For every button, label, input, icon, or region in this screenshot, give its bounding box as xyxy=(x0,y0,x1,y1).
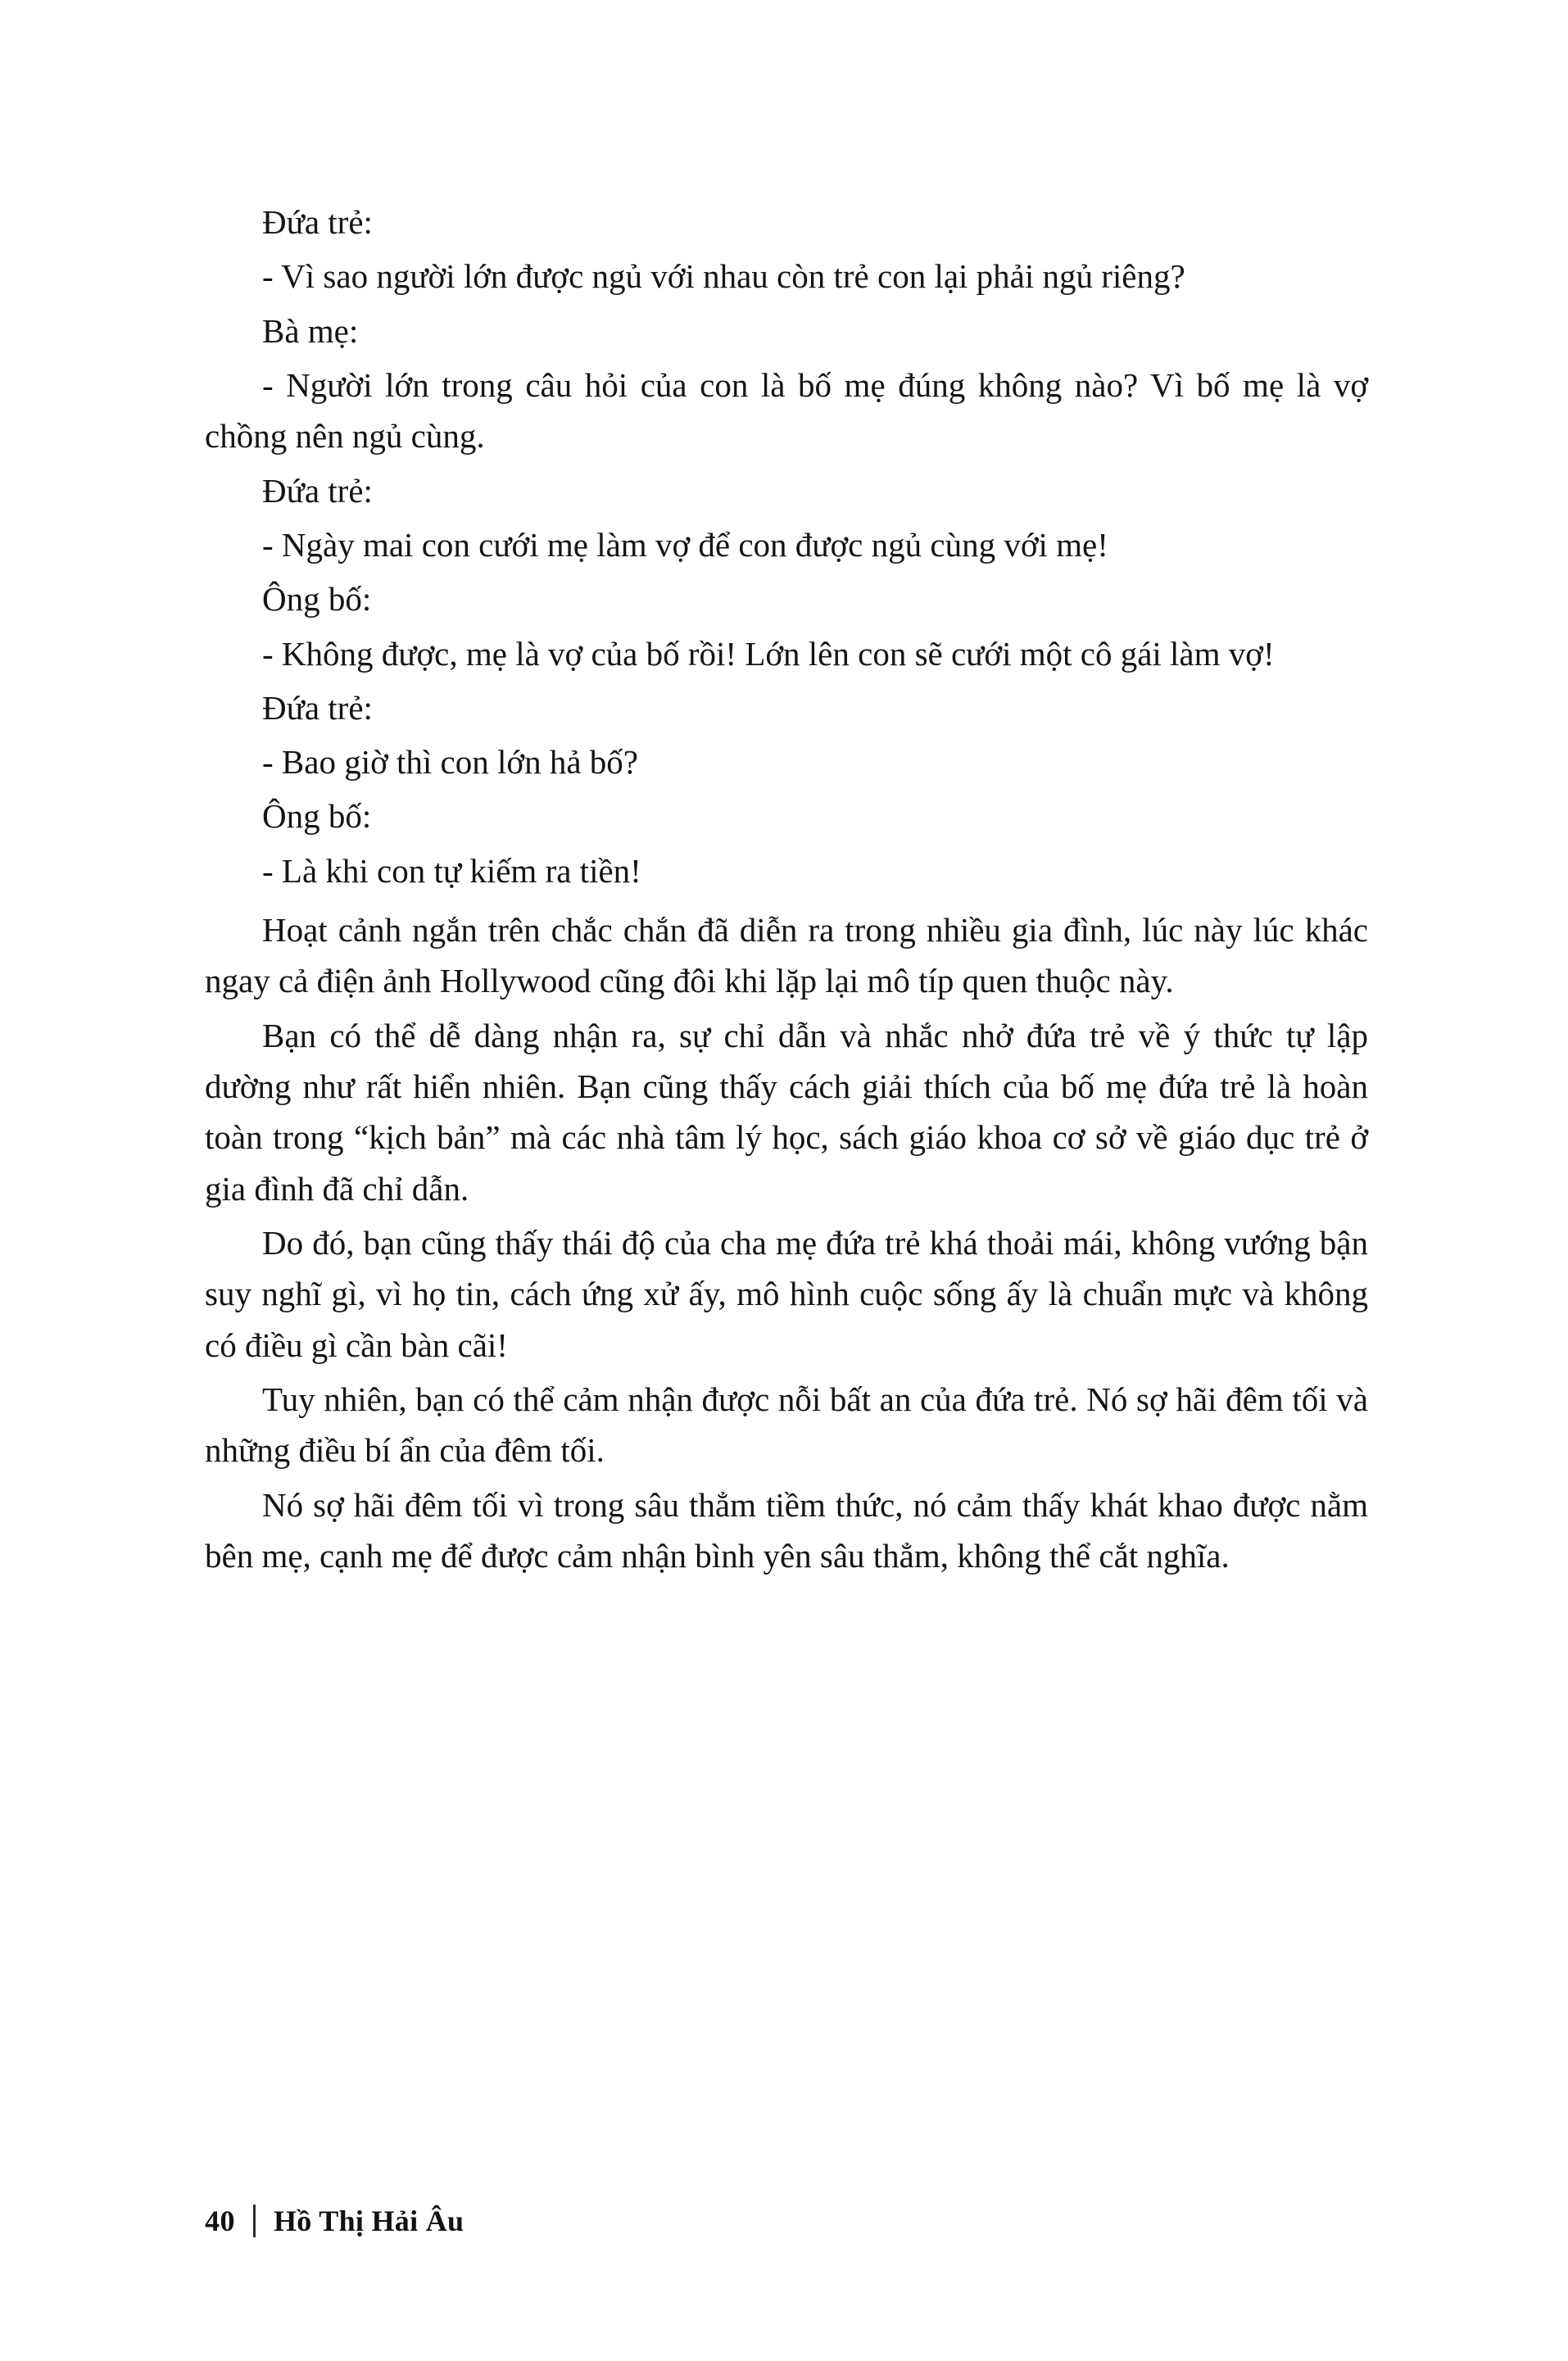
dialog-speaker: Bà mẹ: xyxy=(262,311,359,350)
page-number: 40 xyxy=(205,2205,235,2237)
dialog-line: - Vì sao người lớn được ngủ với nhau còn trẻ con lại phải ngủ riêng? xyxy=(262,257,1185,296)
dialog-line: - Bao giờ thì con lớn hả bố? xyxy=(262,743,638,782)
body-paragraph: Do đó, bạn cũng thấy thái độ của cha mẹ đứa trẻ khá thoải mái, không vướng bận suy nghĩ gì, vì họ tin, cách ứng xử ấy, mô hình cuộc sống ấy là chuẩn mực và không có điều gì cần bàn cãi! xyxy=(205,1223,1368,1364)
body-paragraph: Tuy nhiên, bạn có thể cảm nhận được nỗi bất an của đứa trẻ. Nó sợ hãi đêm tối và những điều bí ẩn của đêm tối. xyxy=(205,1380,1368,1470)
dialog-line: - Không được, mẹ là vợ của bố rồi! Lớn lên con sẽ cưới một cô gái làm vợ! xyxy=(262,634,1275,673)
dialog-speaker: Ông bố: xyxy=(262,797,372,836)
dialog-speaker: Đứa trẻ: xyxy=(262,688,373,727)
dialog-line: - Ngày mai con cưới mẹ làm vợ để con được ngủ cùng với mẹ! xyxy=(262,525,1108,564)
body-paragraph: Bạn có thể dễ dàng nhận ra, sự chỉ dẫn và nhắc nhở đứa trẻ về ý thức tự lập dường như rất hiển nhiên. Bạn cũng thấy cách giải thích của bố mẹ đứa trẻ là hoàn toàn trong “kịch bản” mà các nhà tâm lý học, sách giáo khoa cơ sở về giáo dục trẻ ở gia đình đã chỉ dẫn. xyxy=(205,1016,1368,1208)
dialog-speaker: Ông bố: xyxy=(262,580,372,619)
dialog-line: - Người lớn trong câu hỏi của con là bố mẹ đúng không nào? Vì bố mẹ là vợ chồng nên ngủ cùng. xyxy=(205,365,1368,455)
page-footer xyxy=(205,2204,464,2238)
footer-author-name: Hồ Thị Hải Âu xyxy=(274,2205,465,2237)
dialog-speaker: Đứa trẻ: xyxy=(262,203,373,241)
body-paragraph: Nó sợ hãi đêm tối vì trong sâu thẳm tiềm thức, nó cảm thấy khát khao được nằm bên mẹ, cạnh mẹ để được cảm nhận bình yên sâu thẳm, không thể cắt nghĩa. xyxy=(205,1485,1368,1575)
footer-divider xyxy=(253,2205,256,2237)
page-body xyxy=(205,197,1368,1584)
dialog-speaker: Đứa trẻ: xyxy=(262,471,373,510)
body-paragraph: Hoạt cảnh ngắn trên chắc chắn đã diễn ra trong nhiều gia đình, lúc này lúc khác ngay cả điện ảnh Hollywood cũng đôi khi lặp lại mô típ quen thuộc này. xyxy=(205,911,1368,1000)
dialog-line: - Là khi con tự kiếm ra tiền! xyxy=(262,851,641,890)
